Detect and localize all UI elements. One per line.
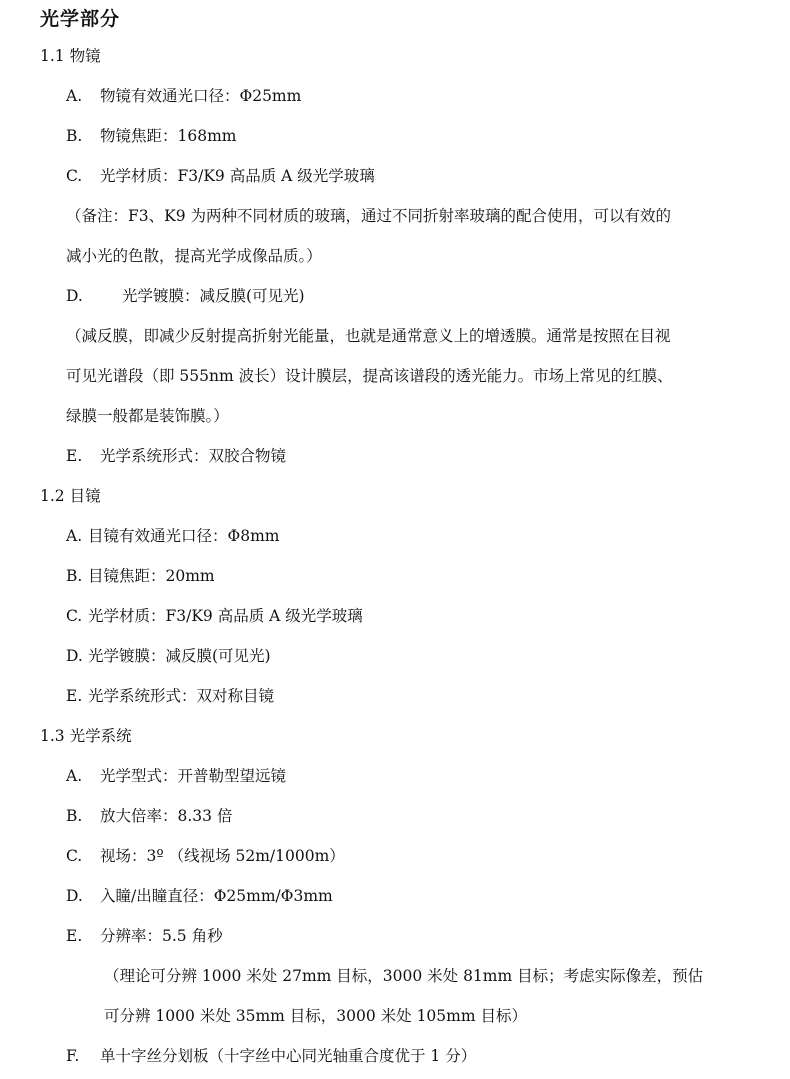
system-item-f <box>66 1046 476 1066</box>
item-text: 光学系统形式：双对称目镜 <box>88 687 275 705</box>
item-marker: E. <box>66 927 83 945</box>
item-marker: E. <box>66 447 83 465</box>
objective-item-b <box>66 126 236 146</box>
system-item-c <box>66 846 345 866</box>
item-text: 光学材质：F3/K9 高品质 A 级光学玻璃 <box>100 167 375 185</box>
eyepiece-item-d <box>66 646 271 666</box>
item-text: 物镜焦距：168mm <box>100 127 237 145</box>
item-marker: A. <box>66 767 83 785</box>
section-heading-eyepiece: 1.2 目镜 <box>40 487 101 505</box>
item-marker: E. <box>66 687 83 705</box>
eyepiece-item-a <box>66 526 279 546</box>
item-marker: B. <box>66 807 83 825</box>
item-text: 物镜有效通光口径：Φ25mm <box>100 87 302 105</box>
item-marker: A. <box>66 87 83 105</box>
item-marker: A. <box>66 527 83 545</box>
system-note-resolution-line2: 可分辨 1000 米处 35mm 目标，3000 米处 105mm 目标） <box>104 1007 527 1025</box>
item-marker: D. <box>66 647 83 665</box>
item-marker: F. <box>66 1047 80 1065</box>
item-text: 光学型式：开普勒型望远镜 <box>100 767 287 785</box>
system-item-b <box>66 806 232 826</box>
eyepiece-item-e <box>66 686 274 706</box>
item-marker: D. <box>66 287 83 305</box>
objective-note-coating-line1: （减反膜，即减少反射提高折射光能量，也就是通常意义上的增透膜。通常是按照在目视 <box>66 327 671 345</box>
item-text: 视场：3º （线视场 52m/1000m） <box>100 847 345 865</box>
item-text: 光学系统形式：双胶合物镜 <box>100 447 287 465</box>
system-item-a <box>66 766 286 786</box>
system-item-d <box>66 886 333 906</box>
item-text: 光学镀膜：减反膜(可见光) <box>122 287 305 305</box>
item-text: 目镜焦距：20mm <box>88 567 215 585</box>
system-item-e <box>66 926 223 946</box>
item-marker: B. <box>66 567 83 585</box>
objective-item-d <box>66 286 305 306</box>
item-text: 放大倍率：8.33 倍 <box>100 807 233 825</box>
item-text: 光学镀膜：减反膜(可见光) <box>88 647 271 665</box>
objective-note-material-line1: （备注：F3、K9 为两种不同材质的玻璃，通过不同折射率玻璃的配合使用，可以有效的 <box>66 207 671 225</box>
item-text: 分辨率：5.5 角秒 <box>100 927 223 945</box>
page-title: 光学部分 <box>40 8 121 30</box>
item-marker: C. <box>66 167 83 185</box>
item-text: 入瞳/出瞳直径：Φ25mm/Φ3mm <box>100 887 333 905</box>
objective-item-c <box>66 166 375 186</box>
system-note-resolution-line1: （理论可分辨 1000 米处 27mm 目标，3000 米处 81mm 目标；考虑实际像差，预估 <box>104 967 704 985</box>
item-text: 单十字丝分划板（十字丝中心同光轴重合度优于 1 分） <box>100 1047 477 1065</box>
objective-item-a <box>66 86 301 106</box>
objective-note-coating-line3: 绿膜一般都是装饰膜。） <box>66 407 229 425</box>
eyepiece-item-c <box>66 606 363 626</box>
objective-note-material-line2: 减小光的色散，提高光学成像品质。） <box>66 247 322 265</box>
eyepiece-item-b <box>66 566 215 586</box>
section-heading-objective: 1.1 物镜 <box>40 47 101 65</box>
item-marker: B. <box>66 127 83 145</box>
item-text: 目镜有效通光口径：Φ8mm <box>88 527 280 545</box>
section-heading-optical-system: 1.3 光学系统 <box>40 727 132 745</box>
item-marker: D. <box>66 887 83 905</box>
item-marker: C. <box>66 847 83 865</box>
item-text: 光学材质：F3/K9 高品质 A 级光学玻璃 <box>88 607 363 625</box>
objective-item-e <box>66 446 286 466</box>
objective-note-coating-line2: 可见光谱段（即 555nm 波长）设计膜层，提高该谱段的透光能力。市场上常见的红膜、 <box>66 367 673 385</box>
item-marker: C. <box>66 607 83 625</box>
